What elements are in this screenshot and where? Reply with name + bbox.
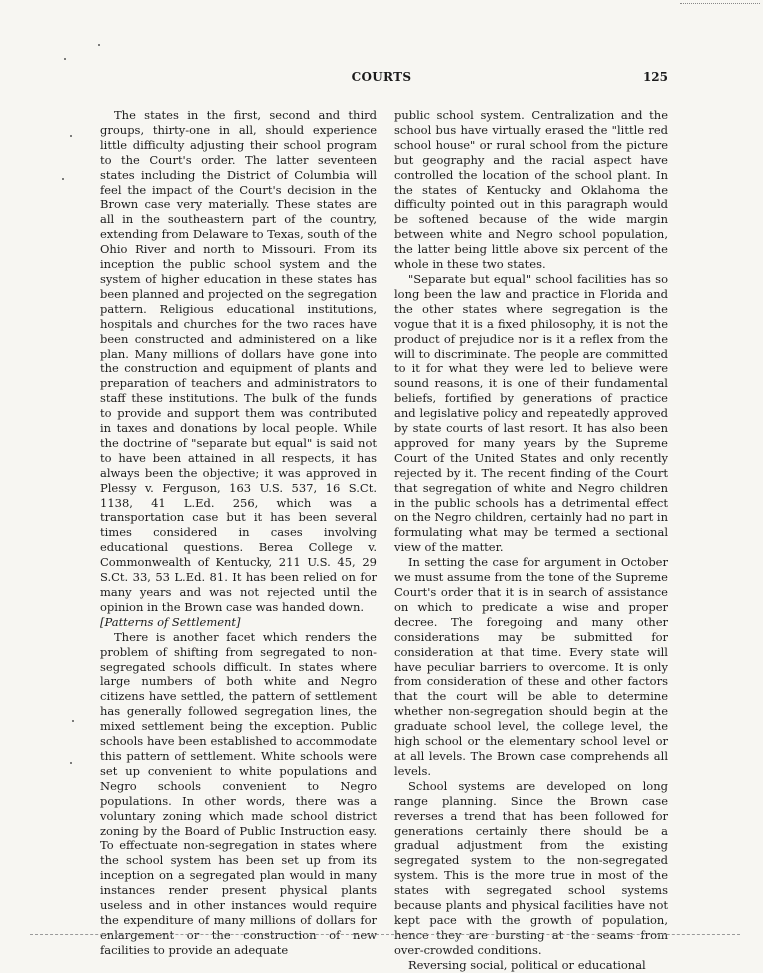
page-number: 125 (642, 70, 668, 84)
paragraph: "Separate but equal" school facilities has so long been the law and practice in Florida and the other states where segregation is the vogue that it is a fixed philosophy, it is not the product of prejudice nor is it a reflex from the will to discriminate. The people are committed to it for what they were led to believe were sound reasons, it is one of their fundamental beliefs, fortified by generations of practice and legislative policy and repeatedly approved by state courts of last resort. It has also been approved for many years by the Supreme Court of the United States and only recently rejected by it. The recent finding of the Court that segregation of white and Negro children in the public schools has a detrimental effect on the Negro children, certainly had no part in formulating what may be termed a sectional view of the matter. (394, 271, 668, 555)
paragraph: There is another facet which renders the problem of shifting from segregated to non-segregated schools difficult. In states where large numbers of both white and Negro citizens have settled, the pattern of settlement has generally followed segregation lines, the mixed settlement being the exception. Public schools have been established to accommodate this pattern of settlement. White schools were set up convenient to white populations and Negro schools convenient to Negro populations. In other words, there was a voluntary zoning which made school district zoning by the Board of Public Instruction easy. To effectuate non-segregation in states where the school system has been set up from its inception on a segregated plan would in many instances render present physical plants useless and in other instances would require the expenditure of many millions of dollars for enlargement or the construction of new facilities to provide an adequate (100, 629, 377, 957)
scan-speck (72, 720, 74, 722)
scan-speck (98, 44, 100, 46)
section-subheading: [Patterns of Settlement] (100, 614, 241, 629)
paragraph: Reversing social, political or educational (408, 957, 646, 972)
scan-edge-top (680, 3, 760, 4)
paragraph: The states in the first, second and third groups, thirty-one in all, should experience little difficulty adjusting their school program to the Court's order. The latter seventeen states including the District of Columbia will feel the impact of the Court's decision in the Brown case very materially. These states are all in the southeastern part of the country, extending from Delaware to Texas, south of the Ohio River and north to Missouri. From its inception the public school system and the system of higher education in these states has been planned and projected on the segregation pattern. Religious educational institutions, hospitals and churches for the two races have been constructed and administered on a like plan. Many millions of dollars have gone into the construction and equipment of plants and preparation of teachers and administrators to staff these institutions. The bulk of the funds to provide and support them was contributed in taxes and donations by local people. While the doctrine of "separate but equal" is said not to have been attained in all respects, it has always been the objective; it was approved in Plessy v. Ferguson, 163 U.S. 537, 16 S.Ct. 1138, 41 L.Ed. 256, which was a transportation case but it has been several times considered in cases involving educational questions. Berea College v. Commonwealth of Kentucky, 211 U.S. 45, 29 S.Ct. 33, 53 L.Ed. 81. It has been relied on for many years and was not rejected until the opinion in the Brown case was handed down. (100, 108, 377, 614)
scan-edge-bottom (30, 934, 740, 935)
right-column (394, 108, 668, 972)
scan-speck (70, 762, 72, 764)
left-column (100, 108, 377, 957)
scan-speck (70, 135, 72, 137)
running-head: COURTS (351, 70, 412, 84)
scan-speck (64, 58, 66, 60)
page-header (0, 70, 763, 90)
paragraph: In setting the case for argument in October we must assume from the tone of the Supreme Court's order that it is in search of assistance on which to predicate a wise and proper decree. The foregoing and many other considerations may be submitted for consideration at that time. Every state will have peculiar barriers to overcome. It is only from consideration of these and other factors that the court will be able to determine whether non-segregation should begin at the graduate school level, the college level, the high school or the elementary school level or at all levels. The Brown case comprehends all levels. (394, 555, 668, 778)
scan-speck (62, 178, 64, 180)
paragraph: School systems are developed on long range planning. Since the Brown case reverses a trend that has been followed for generations certainly there should be a gradual adjustment from the existing segregated system to the non-segregated system. This is the more true in most of the states with segregated school systems because plants and physical facilities have not kept pace with the growth of population, hence they are bursting at the seams from over-crowded conditions. (394, 778, 668, 957)
paragraph-continued: public school system. Centralization and the school bus have virtually erased the "little red school house" or rural school from the picture but geography and the racial aspect have controlled the location of the school plant. In the states of Kentucky and Oklahoma the difficulty pointed out in this paragraph would be softened because of the wide margin between white and Negro school population, the latter being little above six percent of the whole in these two states. (394, 108, 668, 272)
